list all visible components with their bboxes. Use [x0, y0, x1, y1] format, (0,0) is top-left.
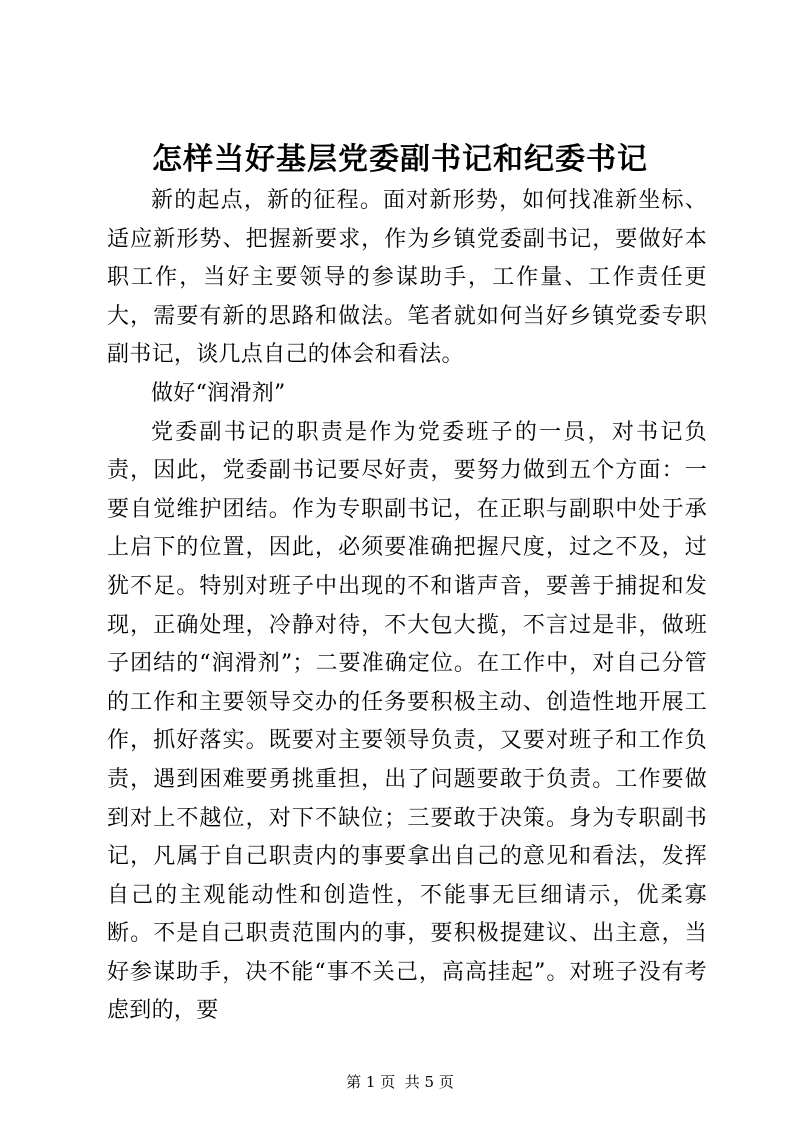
page-footer: [0, 1072, 800, 1092]
section-heading: 做好“润滑剂”: [151, 380, 286, 406]
page-number-label: 第 1 页 共 5 页: [346, 1073, 454, 1091]
document-body: [107, 182, 707, 1031]
document-title: 怎样当好基层党委副书记和纪委书记: [152, 142, 648, 177]
paragraph-duties: 党委副书记的职责是作为党委班子的一员，对书记负责，因此，党委副书记要尽好责，要努力做到五个方面：一要自觉维护团结。作为专职副书记，在正职与副职中处于承上启下的位置，因此，必须要准确把握尺度，过之不及，过犹不足。特别对班子中出现的不和谐声音，要善于捕捉和发现，正确处理，冷静对待，不大包大揽，不言过是非，做班子团结的“润滑剂”；二要准确定位。在工作中，对自己分管的工作和主要领导交办的任务要积极主动、创造性地开展工作，抓好落实。既要对主要领导负责，又要对班子和工作负责，遇到困难要勇挑重担，出了问题要敢于负责。工作要做到对上不越位，对下不缺位；三要敢于决策。身为专职副书记，凡属于自己职责内的事要拿出自己的意见和看法，发挥自己的主观能动性和创造性，不能事无巨细请示，优柔寡断。不是自己职责范围内的事，要积极提建议、出主意，当好参谋助手，决不能“事不关己，高高挂起”。对班子没有考虑到的，要: [107, 419, 707, 1024]
paragraph-intro: 新的起点，新的征程。面对新形势，如何找准新坐标、适应新形势、把握新要求，作为乡镇党委副书记，要做好本职工作，当好主要领导的参谋助手，工作量、工作责任更大，需要有新的思路和做法。笔者就如何当好乡镇党委专职副书记，谈几点自己的体会和看法。: [107, 188, 707, 368]
